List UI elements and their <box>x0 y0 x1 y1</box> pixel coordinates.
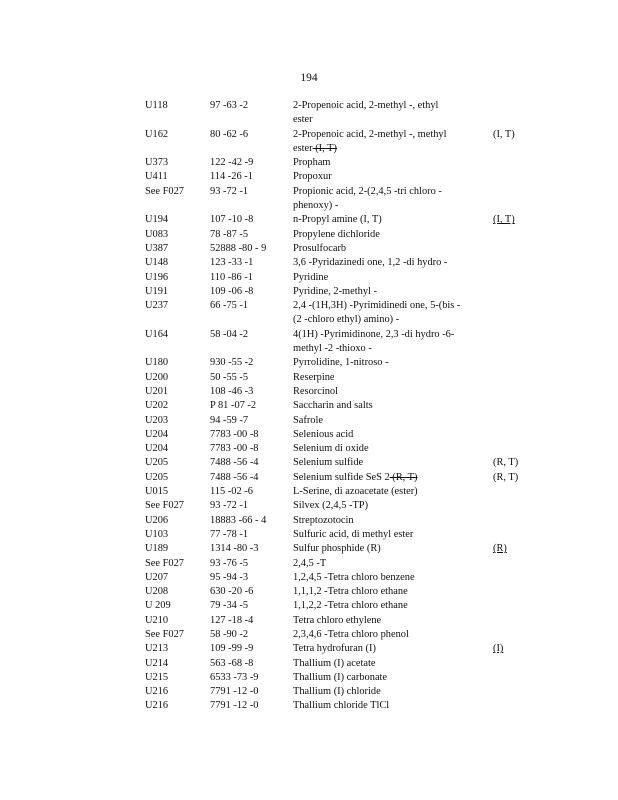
waste-code: U202 <box>145 400 169 412</box>
chemical-name-line: Resorcinol <box>293 385 339 397</box>
chemical-listing <box>0 99 618 714</box>
chemical-name-line: Pyridine, 2-methyl - <box>293 285 377 297</box>
chemical-name-line: Reserpine <box>293 371 335 383</box>
cas-number: 93 -76 -5 <box>210 557 249 569</box>
chemical-name <box>293 170 473 184</box>
chemical-name-line: 1,1,1,2 -Tetra chloro ethane <box>293 586 408 598</box>
chemical-name <box>293 128 473 157</box>
listing-row <box>0 685 618 699</box>
listing-row <box>0 456 618 470</box>
chemical-name <box>293 599 473 613</box>
hazard-code: (I, T) <box>493 214 515 226</box>
hazard-code: (R, T) <box>493 457 519 469</box>
cas-number: 50 -55 -5 <box>210 371 249 383</box>
waste-code: U164 <box>145 328 169 340</box>
listing-row <box>0 271 618 285</box>
chemical-name <box>293 271 473 285</box>
listing-row <box>0 585 618 599</box>
listing-row <box>0 242 618 256</box>
waste-code: U148 <box>145 257 169 269</box>
chemical-name <box>293 514 473 528</box>
cas-number: 78 -87 -5 <box>210 228 249 240</box>
cas-number: 930 -55 -2 <box>210 357 254 369</box>
chemical-name-line: Pyridine <box>293 271 329 283</box>
listing-row <box>0 571 618 585</box>
cas-number: 58 -90 -2 <box>210 628 249 640</box>
waste-code: U206 <box>145 514 169 526</box>
listing-row <box>0 170 618 184</box>
hazard-code: (R, T) <box>493 471 519 483</box>
waste-code: U162 <box>145 128 169 140</box>
chemical-name <box>293 228 473 242</box>
chemical-name <box>293 371 473 385</box>
chemical-name-line: Selenium sulfide <box>293 457 364 469</box>
listing-row <box>0 256 618 270</box>
chemical-name <box>293 456 473 470</box>
waste-code: U205 <box>145 457 169 469</box>
chemical-name <box>293 428 473 442</box>
chemical-name-line: Thallium chloride TlCl <box>293 700 390 712</box>
cas-number: 95 -94 -3 <box>210 571 249 583</box>
cas-number: 563 -68 -8 <box>210 657 254 669</box>
chemical-name <box>293 328 473 357</box>
chemical-name-line: Streptozotocin <box>293 514 354 526</box>
listing-row <box>0 557 618 571</box>
waste-code: U411 <box>145 171 168 183</box>
waste-code: U180 <box>145 357 169 369</box>
chemical-name <box>293 528 473 542</box>
waste-code: See F027 <box>145 500 184 512</box>
chemical-name-line: Selenious acid <box>293 428 354 440</box>
listing-row <box>0 356 618 370</box>
listing-row <box>0 371 618 385</box>
cas-number: 115 -02 -6 <box>210 486 253 498</box>
waste-code: U 209 <box>145 600 171 612</box>
chemical-name-line: Thallium (I) chloride <box>293 686 381 698</box>
listing-row <box>0 99 618 128</box>
waste-code: U191 <box>145 285 169 297</box>
chemical-name <box>293 299 473 328</box>
chemical-name-line: Sulfuric acid, di methyl ester <box>293 528 414 540</box>
waste-code: U208 <box>145 586 169 598</box>
hazard-code: (R) <box>493 543 507 555</box>
cas-number: 6533 -73 -9 <box>210 671 259 683</box>
chemical-name-line: Selenium sulfide SeS 2 (R, T) <box>293 471 418 483</box>
chemical-name-line: L-Serine, di azoacetate (ester) <box>293 486 418 498</box>
listing-row <box>0 156 618 170</box>
waste-code: U237 <box>145 300 169 312</box>
chemical-name <box>293 499 473 513</box>
chemical-name-line: Sulfur phosphide (R) <box>293 543 381 555</box>
chemical-name-line: Tetra hydrofuran (I) <box>293 643 376 655</box>
listing-row <box>0 542 618 556</box>
chemical-name-line: 2,4 -(1H,3H) -Pyrimidinedi one, 5-(bis - <box>293 300 461 312</box>
chemical-name-line: phenoxy) - <box>293 200 339 212</box>
chemical-name-line: Prosulfocarb <box>293 242 347 254</box>
listing-row <box>0 213 618 227</box>
listing-row <box>0 385 618 399</box>
cas-number: 7783 -00 -8 <box>210 428 259 440</box>
chemical-name-line: Silvex (2,4,5 -TP) <box>293 500 369 512</box>
listing-row <box>0 599 618 613</box>
listing-row <box>0 485 618 499</box>
chemical-name <box>293 542 473 556</box>
waste-code: U216 <box>145 700 169 712</box>
waste-code: U207 <box>145 571 169 583</box>
chemical-name <box>293 399 473 413</box>
waste-code: U214 <box>145 657 169 669</box>
cas-number: 7791 -12 -0 <box>210 700 259 712</box>
cas-number: 109 -99 -9 <box>210 643 254 655</box>
waste-code: U118 <box>145 100 168 111</box>
listing-row <box>0 414 618 428</box>
chemical-name <box>293 256 473 270</box>
cas-number: 77 -78 -1 <box>210 528 249 540</box>
listing-row <box>0 442 618 456</box>
cas-number: 7488 -56 -4 <box>210 471 259 483</box>
chemical-name <box>293 471 473 485</box>
waste-code: U210 <box>145 614 169 626</box>
cas-number: 66 -75 -1 <box>210 300 249 312</box>
chemical-name <box>293 442 473 456</box>
listing-row <box>0 657 618 671</box>
cas-number: 52888 -80 - 9 <box>210 242 267 254</box>
listing-row <box>0 614 618 628</box>
struck-hazard-code: (R, T) <box>389 471 418 483</box>
cas-number: 114 -26 -1 <box>210 171 253 183</box>
chemical-name-line: Propionic acid, 2-(2,4,5 -tri chloro - <box>293 185 442 197</box>
cas-number: 94 -59 -7 <box>210 414 249 426</box>
chemical-name <box>293 242 473 256</box>
chemical-name-line: Thallium (I) carbonate <box>293 671 388 683</box>
chemical-name <box>293 385 473 399</box>
listing-row <box>0 128 618 157</box>
chemical-name <box>293 614 473 628</box>
listing-row <box>0 671 618 685</box>
cas-number: 93 -72 -1 <box>210 185 249 197</box>
waste-code: U373 <box>145 157 169 169</box>
chemical-name-line: 1,1,2,2 -Tetra chloro ethane <box>293 600 408 612</box>
waste-code: U103 <box>145 528 169 540</box>
chemical-name-line: 3,6 -Pyridazinedi one, 1,2 -di hydro - <box>293 257 448 269</box>
hazard-code: (I, T) <box>493 128 515 140</box>
waste-code: U201 <box>145 385 169 397</box>
waste-code: U203 <box>145 414 169 426</box>
chemical-name-line: Pyrrolidine, 1-nitroso - <box>293 357 389 369</box>
waste-code: U216 <box>145 686 169 698</box>
chemical-name-line: Saccharin and salts <box>293 400 373 412</box>
waste-code: U200 <box>145 371 169 383</box>
cas-number: 122 -42 -9 <box>210 157 254 169</box>
chemical-name <box>293 642 473 656</box>
page-number: 194 <box>300 72 318 84</box>
chemical-name-line: 2-Propenoic acid, 2-methyl -, ethyl <box>293 100 439 111</box>
listing-row <box>0 628 618 642</box>
chemical-name <box>293 285 473 299</box>
chemical-name <box>293 585 473 599</box>
chemical-name-line: n-Propyl amine (I, T) <box>293 214 382 226</box>
chemical-name-line: Thallium (I) acetate <box>293 657 376 669</box>
chemical-name-line: 2-Propenoic acid, 2-methyl -, methyl <box>293 128 447 140</box>
chemical-name-line: Tetra chloro ethylene <box>293 614 382 626</box>
listing-row <box>0 185 618 214</box>
chemical-name <box>293 699 473 713</box>
cas-number: 110 -86 -1 <box>210 271 253 283</box>
chemical-name-line: 2,3,4,6 -Tetra chloro phenol <box>293 628 409 640</box>
listing-row <box>0 228 618 242</box>
struck-hazard-code: (I, T) <box>312 142 337 154</box>
listing-row <box>0 499 618 513</box>
chemical-name-line: 2,4,5 -T <box>293 557 327 569</box>
chemical-name-line: Propham <box>293 157 331 169</box>
waste-code: U015 <box>145 486 169 498</box>
listing-row <box>0 428 618 442</box>
waste-code: See F027 <box>145 185 184 197</box>
listing-row <box>0 299 618 328</box>
waste-code: U196 <box>145 271 169 283</box>
waste-code: U204 <box>145 443 169 455</box>
cas-number: 123 -33 -1 <box>210 257 254 269</box>
cas-number: 7488 -56 -4 <box>210 457 259 469</box>
chemical-name <box>293 557 473 571</box>
cas-number: 630 -20 -6 <box>210 586 254 598</box>
chemical-name <box>293 685 473 699</box>
chemical-name <box>293 657 473 671</box>
cas-number: 58 -04 -2 <box>210 328 249 340</box>
listing-row <box>0 699 618 713</box>
chemical-name <box>293 156 473 170</box>
chemical-name-line: Selenium di oxide <box>293 443 369 455</box>
cas-number: 107 -10 -8 <box>210 214 254 226</box>
cas-number: 7791 -12 -0 <box>210 686 259 698</box>
cas-number: 18883 -66 - 4 <box>210 514 267 526</box>
cas-number: 7783 -00 -8 <box>210 443 259 455</box>
waste-code: U204 <box>145 428 169 440</box>
chemical-name-line: 4(1H) -Pyrimidinone, 2,3 -di hydro -6- <box>293 328 455 340</box>
waste-code: U213 <box>145 643 169 655</box>
chemical-name-line: methyl -2 -thioxo - <box>293 343 372 355</box>
waste-code: See F027 <box>145 628 184 640</box>
cas-number: 109 -06 -8 <box>210 285 254 297</box>
waste-code: U215 <box>145 671 169 683</box>
chemical-name <box>293 213 473 227</box>
chemical-name-line: Propylene dichloride <box>293 228 380 240</box>
cas-number: 79 -34 -5 <box>210 600 249 612</box>
chemical-name-line: ester (I, T) <box>293 142 337 154</box>
cas-number: 127 -18 -4 <box>210 614 254 626</box>
chemical-name <box>293 571 473 585</box>
cas-number: P 81 -07 -2 <box>210 400 257 412</box>
listing-row <box>0 514 618 528</box>
waste-code: U387 <box>145 242 169 254</box>
listing-row <box>0 471 618 485</box>
waste-code: U083 <box>145 228 169 240</box>
chemical-name-line: 1,2,4,5 -Tetra chloro benzene <box>293 571 415 583</box>
cas-number: 97 -63 -2 <box>210 100 249 111</box>
chemical-name <box>293 485 473 499</box>
chemical-name-line: Propoxur <box>293 171 332 183</box>
waste-code: U205 <box>145 471 169 483</box>
hazard-code: (I) <box>493 643 504 655</box>
cas-number: 1314 -80 -3 <box>210 543 259 555</box>
chemical-name <box>293 99 473 128</box>
cas-number: 108 -46 -3 <box>210 385 254 397</box>
listing-row <box>0 528 618 542</box>
listing-row <box>0 642 618 656</box>
chemical-name-line: Safrole <box>293 414 324 426</box>
waste-code: U194 <box>145 214 169 226</box>
waste-code: See F027 <box>145 557 184 569</box>
cas-number: 93 -72 -1 <box>210 500 249 512</box>
chemical-name-line: (2 -chloro ethyl) amino) - <box>293 314 400 326</box>
chemical-name-line: ester <box>293 114 313 126</box>
listing-row <box>0 399 618 413</box>
chemical-name <box>293 185 473 214</box>
chemical-name <box>293 628 473 642</box>
listing-row <box>0 328 618 357</box>
chemical-name <box>293 356 473 370</box>
listing-row <box>0 285 618 299</box>
chemical-name <box>293 414 473 428</box>
cas-number: 80 -62 -6 <box>210 128 249 140</box>
chemical-name <box>293 671 473 685</box>
waste-code: U189 <box>145 543 169 555</box>
